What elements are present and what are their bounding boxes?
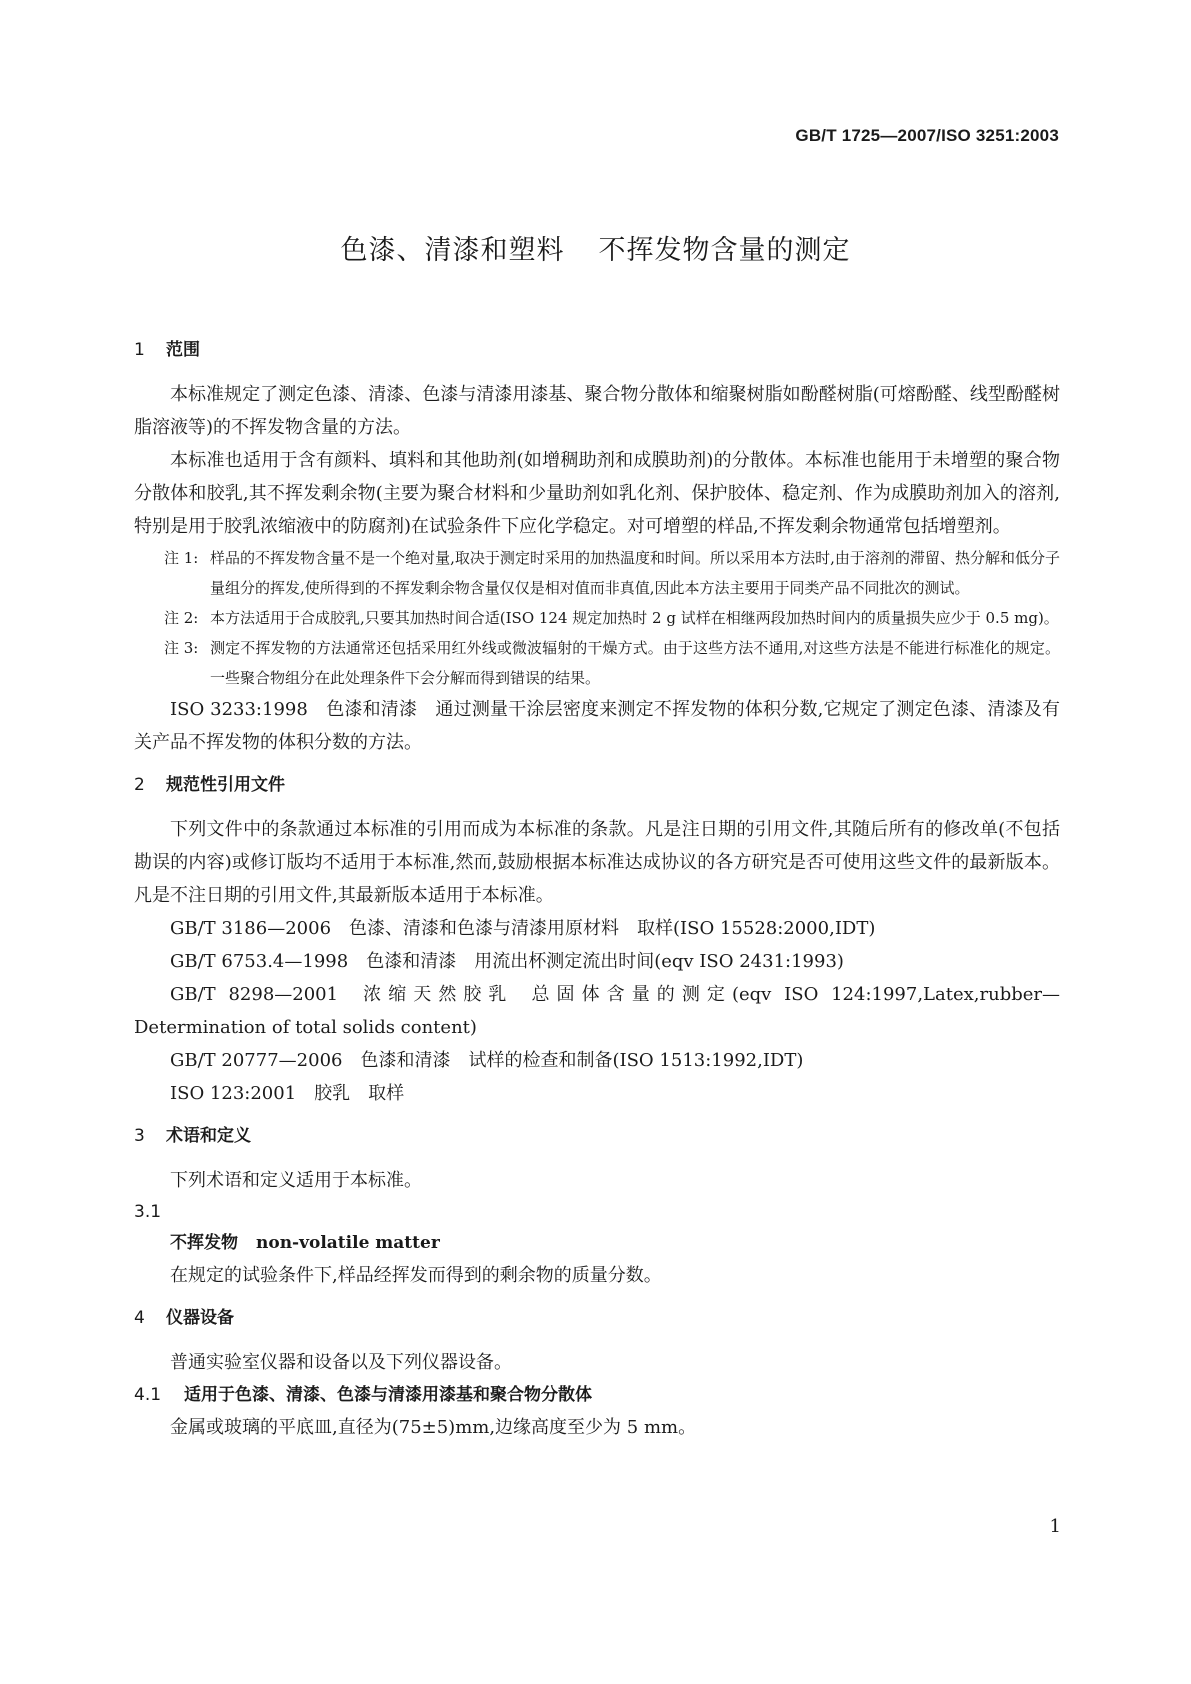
document-title: [0, 228, 1191, 267]
reference-subtitle: 总固体含量的测定(eqv ISO 124:1997,Latex,rubber—Determination of total solids content): [134, 984, 1060, 1038]
title-part-1: 色漆、清漆和塑料: [340, 235, 565, 266]
section-number: 4: [134, 1308, 145, 1328]
reference-title: 色漆和清漆: [366, 951, 457, 972]
reference-subtitle: 用流出杯测定流出时间(eqv ISO 2431:1993): [474, 951, 844, 972]
standard-code: GB/T 1725—2007/ISO 3251:2003: [795, 126, 1059, 145]
subclause-title: 适用于色漆、清漆、色漆与清漆用漆基和聚合物分散体: [184, 1385, 592, 1405]
title-part-2: 不挥发物含量的测定: [598, 235, 851, 266]
section-heading-terms: [134, 1116, 1060, 1156]
section-title: 仪器设备: [166, 1308, 234, 1328]
note-1: [134, 543, 1060, 603]
note-3: [134, 633, 1060, 693]
section-number: 1: [134, 340, 145, 360]
note-label: 注 2:: [164, 609, 199, 627]
paragraph: 本标准规定了测定色漆、清漆、色漆与清漆用漆基、聚合物分散体和缩聚树脂如酚醛树脂(可熔酚醛、线型酚醛树脂溶液等)的不挥发物含量的方法。: [134, 384, 1060, 438]
reference-subtitle: 取样(ISO 15528:2000,IDT): [637, 918, 876, 939]
term-chinese: 不挥发物: [170, 1233, 238, 1253]
paragraph: 普通实验室仪器和设备以及下列仪器设备。: [170, 1352, 512, 1373]
reference-title: 色漆和清漆: [360, 1050, 451, 1071]
subclause-heading: [134, 1379, 1060, 1411]
note-text: 测定不挥发物的方法通常还包括采用红外线或微波辐射的干燥方式。由于这些方法不通用,对这些方法是不能进行标准化的规定。一些聚合物组分在此处理条件下会分解而得到错误的结果。: [210, 639, 1060, 687]
section-title: 术语和定义: [166, 1126, 251, 1146]
section-number: 2: [134, 775, 145, 795]
reference-code: ISO 123:2001: [170, 1083, 297, 1104]
reference-code: GB/T 6753.4—1998: [170, 951, 349, 972]
reference-title: 浓缩天然胶乳: [356, 984, 514, 1005]
reference-code: GB/T 8298—2001: [170, 984, 339, 1005]
paragraph: 下列文件中的条款通过本标准的引用而成为本标准的条款。凡是注日期的引用文件,其随后所有的修改单(不包括勘误的内容)或修订版均不适用于本标准,然而,鼓励根据本标准达成协议的各方研究是否可使用这些文件的最新版本。凡是不注日期的引用文件,其最新版本适用于本标准。: [134, 819, 1060, 906]
reference-title: 色漆、清漆和色漆与清漆用原材料: [349, 918, 620, 939]
reference-item: [134, 978, 1060, 1044]
note-text: 样品的不挥发物含量不是一个绝对量,取决于测定时采用的加热温度和时间。所以采用本方法时,由于溶剂的滞留、热分解和低分子量组分的挥发,使所得到的不挥发剩余物含量仅仅是相对值而非真值,因此本方法主要用于同类产品不同批次的测试。: [210, 549, 1060, 597]
note-label: 注 1:: [164, 549, 199, 567]
section-heading-apparatus: [134, 1298, 1060, 1338]
note-label: 注 3:: [164, 639, 199, 657]
paragraph: 本标准也适用于含有颜料、填料和其他助剂(如增稠助剂和成膜助剂)的分散体。本标准也能用于未增塑的聚合物分散体和胶乳,其不挥发剩余物(主要为聚合材料和少量助剂如乳化剂、保护胶体、稳定剂、作为成膜助剂加入的溶剂,特别是用于胶乳浓缩液中的防腐剂)在试验条件下应化学稳定。对可增塑的样品,不挥发剩余物通常包括增塑剂。: [134, 450, 1060, 537]
reference-title: 胶乳: [314, 1083, 351, 1104]
note-text: 本方法适用于合成胶乳,只要其加热时间合适(ISO 124 规定加热时 2 g 试样在相继两段加热时间内的质量损失应少于 0.5 mg)。: [210, 609, 1059, 627]
section-number: 3: [134, 1126, 145, 1146]
section-heading-scope: [134, 330, 1060, 370]
term-entry: [134, 1227, 1060, 1259]
section-title: 范围: [166, 340, 200, 360]
section-title: 规范性引用文件: [166, 775, 285, 795]
section-heading-normative-references: [134, 765, 1060, 805]
term-english: non-volatile matter: [256, 1233, 440, 1253]
term-definition: 在规定的试验条件下,样品经挥发而得到的剩余物的质量分数。: [170, 1265, 662, 1286]
document-body: [134, 330, 1060, 1444]
reference-code: GB/T 3186—2006: [170, 918, 332, 939]
paragraph: 金属或玻璃的平底皿,直径为(75±5)mm,边缘高度至少为 5 mm。: [170, 1417, 697, 1438]
reference-item: [134, 912, 1060, 945]
reference-item: [134, 1044, 1060, 1077]
note-2: [134, 603, 1060, 633]
reference-code: GB/T 20777—2006: [170, 1050, 343, 1071]
paragraph: ISO 3233:1998 色漆和清漆 通过测量干涂层密度来测定不挥发物的体积分数,它规定了测定色漆、清漆及有关产品不挥发物的体积分数的方法。: [134, 699, 1060, 753]
paragraph: 下列术语和定义适用于本标准。: [170, 1170, 422, 1191]
subclause-number: 4.1: [134, 1385, 162, 1405]
page-number: 1: [1049, 1516, 1061, 1537]
clause-number: 3.1: [134, 1202, 162, 1222]
reference-subtitle: 取样: [368, 1083, 405, 1104]
reference-subtitle: 试样的检查和制备(ISO 1513:1992,IDT): [468, 1050, 804, 1071]
reference-item: [134, 1077, 1060, 1110]
reference-item: [134, 945, 1060, 978]
